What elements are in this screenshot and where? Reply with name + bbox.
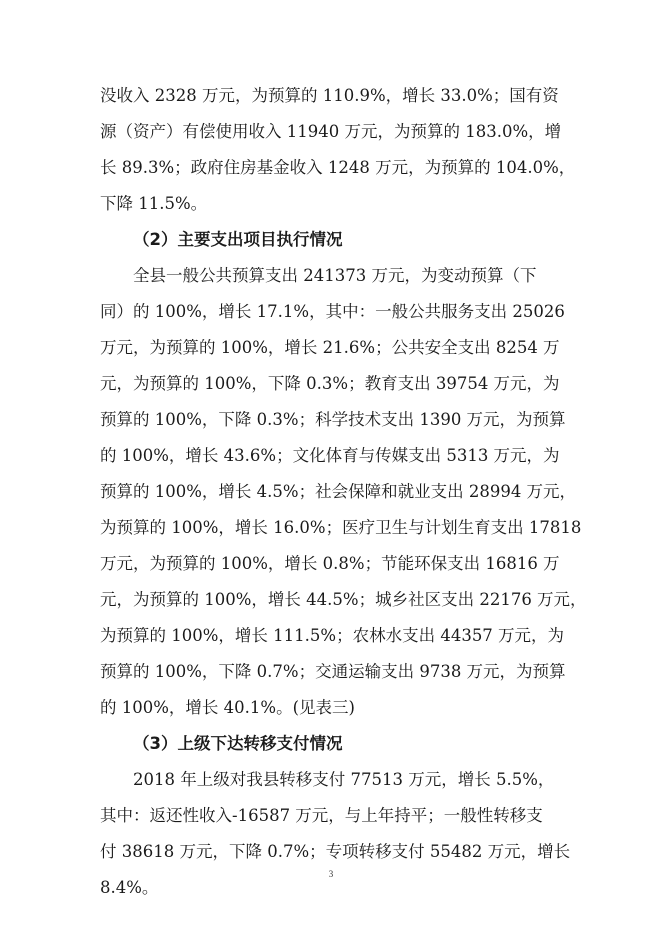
section-heading-transfer-payments: （3）上级下达转移支付情况: [133, 734, 343, 753]
text-line: 全县一般公共预算支出 241373 万元，为变动预算（下: [133, 266, 537, 285]
text-line: 8.4%。: [100, 878, 159, 897]
text-line: 2018 年上级对我县转移支付 77513 万元，增长 5.5%，: [133, 770, 555, 789]
text-line: 的 100%，增长 40.1%。(见表三): [100, 698, 355, 717]
text-line: 万元，为预算的 100%，增长 21.6%；公共安全支出 8254 万: [100, 338, 560, 357]
section-heading-expenditure: （2）主要支出项目执行情况: [133, 230, 343, 249]
text-line: 元，为预算的 100%，下降 0.3%；教育支出 39754 万元，为: [100, 374, 560, 393]
text-line: 预算的 100%，下降 0.3%；科学技术支出 1390 万元，为预算: [100, 410, 566, 429]
text-line: 长 89.3%；政府住房基金收入 1248 万元，为预算的 104.0%，: [100, 158, 576, 177]
text-line: 预算的 100%，下降 0.7%；交通运输支出 9738 万元，为预算: [100, 662, 566, 681]
text-line: 元，为预算的 100%，增长 44.5%；城乡社区支出 22176 万元，: [100, 590, 587, 609]
text-line: 同）的 100%，增长 17.1%，其中：一般公共服务支出 25026: [100, 302, 565, 321]
text-line: 为预算的 100%，增长 111.5%；农林水支出 44357 万元，为: [100, 626, 565, 645]
text-line: 其中：返还性收入-16587 万元，与上年持平；一般性转移支: [100, 806, 543, 825]
text-line: 下降 11.5%。: [100, 194, 208, 213]
text-line: 没收入 2328 万元，为预算的 110.9%，增长 33.0%；国有资: [100, 86, 559, 105]
document-page: [100, 84, 587, 912]
text-line: 的 100%，增长 43.6%；文化体育与传媒支出 5313 万元，为: [100, 446, 560, 465]
text-line: 付 38618 万元，下降 0.7%；专项转移支付 55482 万元，增长: [100, 842, 571, 861]
text-line: 为预算的 100%，增长 16.0%；医疗卫生与计划生育支出 17818: [100, 518, 582, 537]
text-line: 万元，为预算的 100%，增长 0.8%；节能环保支出 16816 万: [100, 554, 560, 573]
text-line: 源（资产）有偿使用收入 11940 万元，为预算的 183.0%，增: [100, 122, 562, 141]
page-number: 3: [328, 869, 334, 879]
text-line: 预算的 100%，增长 4.5%；社会保障和就业支出 28994 万元，: [100, 482, 577, 501]
